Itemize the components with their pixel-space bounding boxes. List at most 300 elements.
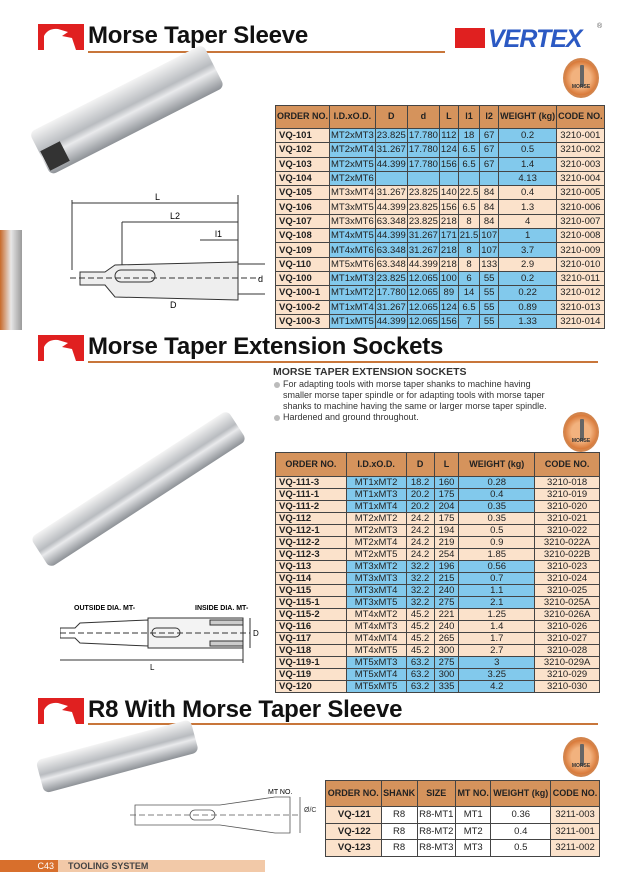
value-cell: MT3xMT4 (331, 187, 374, 199)
code-no-cell: 3210-001 (557, 129, 605, 143)
value-cell: 300 (434, 645, 459, 657)
value-cell: 0.56 (459, 561, 535, 573)
value-cell: 1.85 (459, 549, 535, 561)
code-no-cell: 3210-019 (535, 489, 600, 501)
code-no-cell: 3210-008 (557, 229, 605, 243)
value-cell: R8 (381, 840, 417, 857)
value-cell: 23.825 (408, 187, 438, 199)
value-cell: 254 (434, 549, 459, 561)
code-no-cell: 3210-028 (535, 645, 600, 657)
table-row (276, 561, 600, 573)
code-no-cell: 3210-027 (535, 633, 600, 645)
value-cell: 1.3 (499, 200, 557, 214)
value-cell: 2.7 (459, 645, 535, 657)
value-cell: 31.267 (376, 301, 406, 313)
code-no-cell: 3210-002 (557, 143, 605, 157)
table-row (276, 186, 605, 200)
value-cell: R8 (381, 823, 417, 840)
table-row (276, 525, 600, 537)
value-cell: 44.399 (376, 230, 406, 242)
value-cell: 240 (434, 621, 459, 633)
r8-diagram (130, 785, 325, 845)
table-row (276, 257, 605, 271)
value-cell: 67 (480, 143, 499, 157)
table-row (276, 143, 605, 157)
table-row (276, 621, 600, 633)
section-title-r8: R8 With Morse Taper Sleeve (88, 696, 403, 723)
order-no-cell: VQ-107 (276, 214, 330, 228)
value-cell: 0.36 (491, 807, 551, 824)
morse-badge-icon: MORSE (563, 58, 599, 98)
code-no-cell: 3210-024 (535, 573, 600, 585)
value-cell: 140 (440, 187, 457, 199)
order-no-cell: VQ-108 (276, 229, 330, 243)
value-cell: 24.2 (406, 549, 434, 561)
table-row (276, 537, 600, 549)
section-title-extension: Morse Taper Extension Sockets (88, 333, 444, 360)
socket-diagram (60, 598, 270, 673)
code-no-cell: 3210-021 (535, 513, 600, 525)
value-cell: 4 (499, 214, 557, 228)
value-cell: 275 (434, 657, 459, 669)
order-no-cell: VQ-118 (276, 645, 347, 657)
value-cell: 12.065 (408, 287, 438, 299)
value-cell: 31.267 (408, 244, 438, 256)
value-cell: 24.2 (406, 537, 434, 549)
footer-bar (0, 860, 265, 872)
value-cell: 1.4 (499, 157, 557, 171)
value-cell: 160 (434, 477, 459, 489)
value-cell: 22.5 (459, 187, 479, 199)
value-cell: 112 (441, 130, 457, 142)
value-cell: 2.1 (459, 597, 535, 609)
code-no-cell: 3210-023 (535, 561, 600, 573)
vertex-wordmark: VERTEX (488, 25, 582, 53)
value-cell: MT1xMT2 (346, 477, 406, 489)
value-cell: MT2xMT2 (346, 513, 406, 525)
dim-D-label: D (170, 300, 177, 310)
value-cell: 0.7 (459, 573, 535, 585)
table-row (276, 669, 600, 681)
value-cell: 124 (440, 144, 457, 156)
value-cell: 0.35 (459, 501, 535, 513)
value-cell: MT2xMT5 (346, 549, 406, 561)
table-row (276, 229, 605, 243)
eagle-logo-icon (455, 28, 485, 48)
order-no-cell: VQ-102 (276, 143, 330, 157)
value-cell: 55 (480, 271, 499, 285)
table-row (276, 633, 600, 645)
column-header: l1 (458, 106, 480, 129)
value-cell: 17.780 (408, 130, 438, 142)
eagle-logo-icon (38, 698, 84, 724)
order-no-cell: VQ-121 (326, 807, 382, 824)
value-cell: 12.065 (408, 316, 438, 327)
code-no-cell: 3210-022A (535, 537, 600, 549)
order-no-cell: VQ-123 (326, 840, 382, 857)
value-cell: 67 (480, 157, 499, 171)
order-no-cell: VQ-100-3 (276, 314, 330, 328)
code-no-cell: 3210-006 (557, 200, 605, 214)
column-header: SHANK (381, 781, 417, 807)
registered-mark: ® (597, 23, 603, 30)
column-header: I.D.xO.D. (330, 106, 376, 129)
page-number: C43 (0, 860, 58, 872)
table-row (326, 840, 600, 857)
value-cell: 1.1 (459, 585, 535, 597)
column-header: WEIGHT (kg) (459, 453, 535, 477)
value-cell: 32.2 (406, 585, 434, 597)
value-cell (407, 171, 439, 185)
dim-l1-label: l1 (215, 229, 223, 239)
column-header: CODE NO. (551, 781, 600, 807)
value-cell: 1.7 (459, 633, 535, 645)
footer-label: TOOLING SYSTEM (68, 861, 149, 871)
code-no-cell: 3211-003 (551, 807, 600, 824)
code-no-cell: 3210-009 (557, 243, 605, 257)
order-no-cell: VQ-113 (276, 561, 347, 573)
value-cell: 17.780 (408, 158, 438, 170)
column-header: CODE NO. (535, 453, 600, 477)
morse-badge-icon: MORSE (563, 412, 599, 452)
value-cell: 3.7 (499, 243, 557, 257)
value-cell: 0.4 (499, 186, 557, 200)
value-cell: 63.348 (376, 215, 406, 227)
order-no-cell: VQ-120 (276, 681, 347, 693)
order-no-cell: VQ-104 (276, 171, 330, 185)
value-cell: MT1xMT2 (331, 287, 374, 299)
feature-list (273, 379, 561, 423)
order-no-cell: VQ-115-2 (276, 609, 347, 621)
order-no-cell: VQ-112-3 (276, 549, 347, 561)
feature-bullet: Hardened and ground throughout. (273, 412, 561, 423)
value-cell (458, 171, 480, 185)
value-cell: 300 (434, 669, 459, 681)
order-no-cell: VQ-106 (276, 200, 330, 214)
value-cell: 196 (434, 561, 459, 573)
value-cell: MT1xMT3 (346, 489, 406, 501)
value-cell: 6.5 (458, 143, 480, 157)
value-cell: R8-MT1 (417, 807, 455, 824)
value-cell: 31.267 (376, 144, 406, 156)
value-cell: 124 (440, 301, 457, 313)
r8-photo (36, 719, 199, 793)
value-cell: MT5xMT3 (346, 657, 406, 669)
column-header: l2 (480, 106, 499, 129)
value-cell: MT3xMT3 (346, 573, 406, 585)
value-cell: MT4xMT6 (331, 244, 374, 256)
value-cell: MT5xMT5 (346, 681, 406, 693)
order-no-cell: VQ-111-3 (276, 477, 347, 489)
r8-sleeve-table (325, 780, 600, 857)
order-no-cell: VQ-100-2 (276, 300, 330, 314)
value-cell: 156 (440, 201, 457, 213)
value-cell: MT4xMT4 (346, 633, 406, 645)
code-no-cell: 3210-025A (535, 597, 600, 609)
value-cell: 0.5 (459, 525, 535, 537)
table-row (276, 214, 605, 228)
order-no-cell: VQ-110 (276, 257, 330, 271)
value-cell: MT1xMT4 (346, 501, 406, 513)
code-no-cell: 3210-029A (535, 657, 600, 669)
value-cell: 3 (459, 657, 535, 669)
eagle-logo-icon (38, 24, 84, 50)
code-no-cell: 3211-002 (551, 840, 600, 857)
code-no-cell: 3210-022B (535, 549, 600, 561)
order-no-cell: VQ-101 (276, 129, 330, 143)
value-cell: 32.2 (406, 561, 434, 573)
value-cell: R8-MT2 (417, 823, 455, 840)
order-no-cell: VQ-114 (276, 573, 347, 585)
divider (88, 51, 445, 53)
value-cell: 23.825 (408, 215, 438, 227)
value-cell: MT2xMT4 (346, 537, 406, 549)
table-row (326, 823, 600, 840)
value-cell: 63.2 (406, 681, 434, 693)
column-header: d (407, 106, 439, 129)
value-cell: 8 (458, 214, 480, 228)
value-cell: 156 (440, 158, 457, 170)
value-cell: 175 (434, 513, 459, 525)
code-no-cell: 3210-013 (557, 300, 605, 314)
value-cell: 0.9 (459, 537, 535, 549)
value-cell: 275 (434, 597, 459, 609)
code-no-cell: 3210-010 (557, 257, 605, 271)
value-cell: 6.5 (458, 200, 480, 214)
value-cell: R8-MT3 (417, 840, 455, 857)
value-cell: 175 (434, 489, 459, 501)
order-no-cell: VQ-105 (276, 186, 330, 200)
code-no-cell: 3210-026 (535, 621, 600, 633)
sleeve-spec-table (275, 105, 605, 329)
value-cell: 24.2 (406, 525, 434, 537)
value-cell: MT2xMT3 (331, 130, 374, 142)
value-cell: 2.9 (499, 257, 557, 271)
value-cell: 0.5 (491, 840, 551, 857)
order-no-cell: VQ-112-1 (276, 525, 347, 537)
value-cell: MT2xMT6 (331, 173, 374, 185)
dia-label: Ø/C (304, 807, 317, 814)
order-no-cell: VQ-115 (276, 585, 347, 597)
value-cell: MT1xMT3 (331, 273, 374, 285)
table-row (276, 243, 605, 257)
value-cell: MT2xMT4 (331, 144, 374, 156)
value-cell: 55 (480, 314, 499, 328)
value-cell: MT4xMT5 (331, 230, 374, 242)
column-header: L (434, 453, 459, 477)
order-no-cell: VQ-111-2 (276, 501, 347, 513)
value-cell: 24.2 (406, 513, 434, 525)
value-cell: 31.267 (376, 187, 406, 199)
table-row (326, 807, 600, 824)
value-cell: 0.4 (459, 489, 535, 501)
value-cell: 221 (434, 609, 459, 621)
order-no-cell: VQ-109 (276, 243, 330, 257)
value-cell: 32.2 (406, 573, 434, 585)
value-cell (439, 171, 458, 185)
value-cell: 44.399 (408, 258, 438, 270)
value-cell: MT2xMT5 (331, 158, 374, 170)
value-cell: 0.89 (499, 300, 557, 314)
sleeve-diagram (60, 190, 270, 310)
value-cell: 55 (480, 300, 499, 314)
code-no-cell: 3210-020 (535, 501, 600, 513)
value-cell: 218 (440, 215, 457, 227)
divider (88, 361, 598, 363)
value-cell: 32.2 (406, 597, 434, 609)
value-cell: MT2xMT3 (346, 525, 406, 537)
value-cell: MT5xMT4 (346, 669, 406, 681)
extension-socket-table (275, 452, 600, 693)
value-cell: 8 (458, 243, 480, 257)
value-cell: 14 (458, 286, 480, 300)
value-cell: 8 (458, 257, 480, 271)
value-cell: 63.2 (406, 669, 434, 681)
table-row (276, 645, 600, 657)
value-cell: 1.25 (459, 609, 535, 621)
value-cell: 3.25 (459, 669, 535, 681)
value-cell: 45.2 (406, 633, 434, 645)
column-header: D (375, 106, 407, 129)
order-no-cell: VQ-116 (276, 621, 347, 633)
column-header: WEIGHT (kg) (499, 106, 557, 129)
value-cell: 107 (481, 230, 498, 242)
code-no-cell: 3210-012 (557, 286, 605, 300)
table-row (276, 549, 600, 561)
value-cell: 44.399 (376, 158, 406, 170)
inside-dia-label: INSIDE DIA. MT- (195, 605, 249, 612)
value-cell: MT3 (455, 840, 490, 857)
order-no-cell: VQ-115-1 (276, 597, 347, 609)
table-row (276, 286, 605, 300)
value-cell: 215 (434, 573, 459, 585)
column-header: I.D.xO.D. (346, 453, 406, 477)
feature-bullet: For adapting tools with morse taper shanks to machine having smaller morse taper spindle or for adapting tools with morse taper shanks to machine having the same or larger morse taper spindle. (273, 379, 561, 412)
table-row (276, 314, 605, 328)
dim-D-label: D (253, 629, 259, 638)
order-no-cell: VQ-112 (276, 513, 347, 525)
value-cell: 23.825 (376, 130, 406, 142)
side-tool-photo (0, 230, 22, 330)
morse-badge-icon: MORSE (563, 737, 599, 777)
code-no-cell: 3210-025 (535, 585, 600, 597)
code-no-cell: 3210-004 (557, 171, 605, 185)
value-cell: MT3xMT4 (346, 585, 406, 597)
dim-L-label: L (155, 192, 161, 202)
value-cell: 45.2 (406, 621, 434, 633)
order-no-cell: VQ-119 (276, 669, 347, 681)
value-cell: 18 (458, 129, 480, 143)
order-no-cell: VQ-100-1 (276, 286, 330, 300)
value-cell: 84 (480, 214, 499, 228)
value-cell: 0.22 (499, 286, 557, 300)
value-cell: 20.2 (406, 501, 434, 513)
value-cell: MT4xMT5 (346, 645, 406, 657)
code-no-cell: 3210-007 (557, 214, 605, 228)
value-cell: 107 (481, 244, 498, 256)
eagle-logo-icon (38, 335, 84, 361)
dim-L2-label: L2 (170, 211, 181, 221)
value-cell: 21.5 (459, 230, 479, 242)
value-cell: 1.33 (499, 314, 557, 328)
socket-photo (30, 410, 247, 568)
value-cell: MT1xMT4 (331, 301, 374, 313)
value-cell: 194 (434, 525, 459, 537)
value-cell: MT5xMT6 (331, 258, 374, 270)
column-header: WEIGHT (kg) (491, 781, 551, 807)
table-row (276, 585, 600, 597)
section-subtitle: MORSE TAPER EXTENSION SOCKETS (273, 366, 467, 378)
value-cell: MT3xMT6 (331, 215, 374, 227)
value-cell: 45.2 (406, 645, 434, 657)
code-no-cell: 3210-005 (557, 186, 605, 200)
outside-dia-label: OUTSIDE DIA. MT- (74, 605, 136, 612)
value-cell (375, 171, 407, 185)
value-cell: MT3xMT5 (331, 201, 374, 213)
code-no-cell: 3210-030 (535, 681, 600, 693)
value-cell: 6.5 (458, 300, 480, 314)
section-title-sleeve: Morse Taper Sleeve (88, 22, 309, 49)
table-row (276, 513, 600, 525)
value-cell: 84 (480, 200, 499, 214)
value-cell: MT1 (455, 807, 490, 824)
value-cell: 218 (440, 244, 457, 256)
code-no-cell: 3210-014 (557, 314, 605, 328)
value-cell: 44.399 (376, 316, 406, 327)
value-cell: MT2 (455, 823, 490, 840)
value-cell: MT1xMT5 (331, 316, 374, 327)
table-row (276, 171, 605, 185)
code-no-cell: 3210-022 (535, 525, 600, 537)
value-cell: 1 (499, 229, 557, 243)
value-cell: R8 (381, 807, 417, 824)
value-cell: 204 (434, 501, 459, 513)
value-cell: 44.399 (376, 201, 406, 213)
value-cell: 7 (458, 314, 480, 328)
dim-L-label: L (150, 663, 155, 672)
value-cell: 23.825 (376, 273, 406, 285)
value-cell: 20.2 (406, 489, 434, 501)
value-cell: 4.2 (459, 681, 535, 693)
value-cell: 0.2 (499, 129, 557, 143)
code-no-cell: 3211-001 (551, 823, 600, 840)
column-header: L (439, 106, 458, 129)
table-row (276, 657, 600, 669)
value-cell: 67 (480, 129, 499, 143)
code-no-cell: 3210-018 (535, 477, 600, 489)
order-no-cell: VQ-112-2 (276, 537, 347, 549)
value-cell (480, 171, 499, 185)
dim-d-label: d (258, 274, 264, 284)
value-cell: 6 (458, 271, 480, 285)
order-no-cell: VQ-103 (276, 157, 330, 171)
value-cell: 0.4 (491, 823, 551, 840)
value-cell: MT4xMT3 (346, 621, 406, 633)
value-cell: 55 (480, 286, 499, 300)
column-header: ORDER NO. (276, 106, 330, 129)
table-row (276, 681, 600, 693)
value-cell: 335 (434, 681, 459, 693)
column-header: ORDER NO. (276, 453, 347, 477)
column-header: MT NO. (455, 781, 490, 807)
value-cell: 45.2 (406, 609, 434, 621)
table-row (276, 157, 605, 171)
order-no-cell: VQ-117 (276, 633, 347, 645)
order-no-cell: VQ-100 (276, 271, 330, 285)
value-cell: 18.2 (406, 477, 434, 489)
value-cell: 4.13 (499, 171, 557, 185)
value-cell: MT3xMT5 (346, 597, 406, 609)
